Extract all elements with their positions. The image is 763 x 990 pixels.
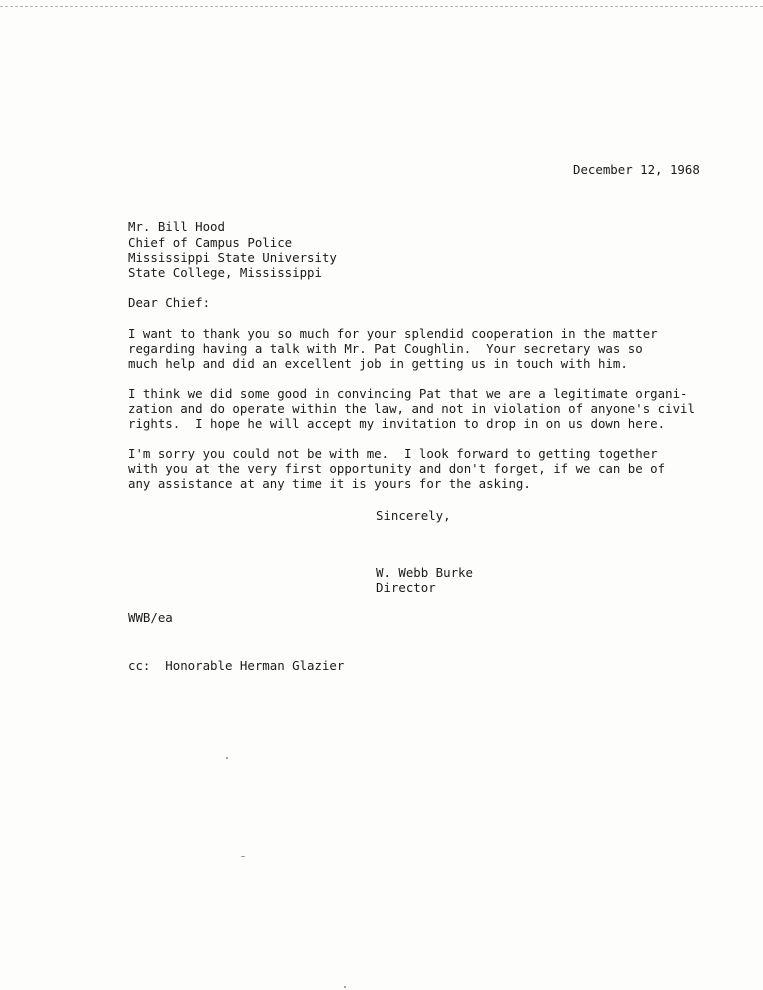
cc-line: cc: Honorable Herman Glazier xyxy=(128,658,345,673)
recipient-line-1: Mr. Bill Hood xyxy=(128,219,225,234)
paragraph-2-line-3: rights. I hope he will accept my invitation to drop in on us down here. xyxy=(128,416,666,431)
salutation: Dear Chief: xyxy=(128,295,211,310)
paragraph-1-line-1: I want to thank you so much for your splendid cooperation in the matter xyxy=(128,326,658,341)
typist-initials: WWB/ea xyxy=(128,610,173,625)
page-top-edge xyxy=(0,0,763,7)
recipient-line-2: Chief of Campus Police xyxy=(128,235,293,250)
paragraph-1-line-2: regarding having a talk with Mr. Pat Coughlin. Your secretary was so xyxy=(128,341,643,356)
paper-speck xyxy=(241,856,245,857)
paper-speck xyxy=(344,986,346,988)
paragraph-2-line-2: zation and do operate within the law, and not in violation of anyone's civil xyxy=(128,401,695,416)
paragraph-3-line-3: any assistance at any time it is yours for the asking. xyxy=(128,476,531,491)
paragraph-3-line-1: I'm sorry you could not be with me. I look forward to getting together xyxy=(128,446,658,461)
paragraph-3-line-2: with you at the very first opportunity and don't forget, if we can be of xyxy=(128,461,666,476)
closing: Sincerely, xyxy=(376,508,451,523)
paper-speck xyxy=(226,757,228,759)
paragraph-1-line-3: much help and did an excellent job in getting us in touch with him. xyxy=(128,356,628,371)
recipient-line-4: State College, Mississippi xyxy=(128,265,322,280)
paragraph-2-line-1: I think we did some good in convincing Pat that we are a legitimate organi- xyxy=(128,386,688,401)
letter-date: December 12, 1968 xyxy=(573,162,700,177)
recipient-line-3: Mississippi State University xyxy=(128,250,337,265)
signer-name: W. Webb Burke xyxy=(376,565,473,580)
signer-title: Director xyxy=(376,580,436,595)
